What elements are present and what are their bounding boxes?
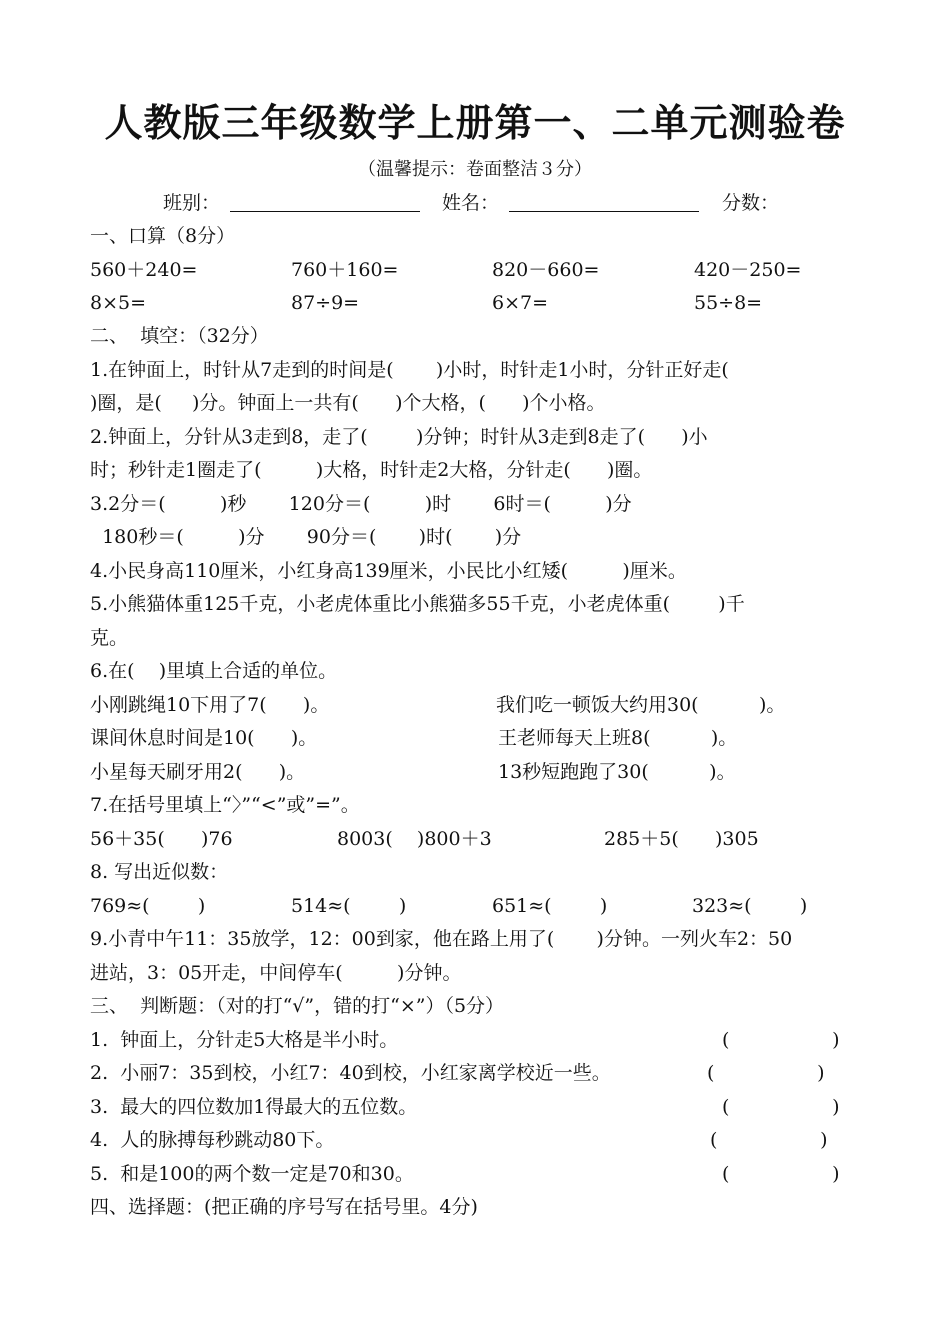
judge-item: 5. 和是100的两个数一定是70和30。 [90,1163,414,1185]
unit-item: 13秒短跑跑了30( )。 [498,761,736,783]
unit-item: 小刚跳绳10下用了7( )。 [90,694,330,716]
judge-answer: ( ) [710,1129,828,1151]
question-line: 6.在( )里填上合适的单位。 [90,660,338,682]
oral-item: 560＋240= [90,259,198,281]
name-blank [509,211,699,212]
approx-item: 514≈( ) [291,895,407,917]
question-line: 8. 写出近似数： [90,861,229,883]
question-line: 克。 [90,627,129,649]
exam-title: 人教版三年级数学上册第一、二单元测验卷 [104,101,846,145]
oral-item: 820－660= [492,259,600,281]
compare-item: 285＋5( )305 [604,828,759,850]
compare-item: 8003( )800＋3 [337,828,492,850]
oral-item: 420－250= [694,259,802,281]
question-line: 时；秒针走1圈走了( )大格，时针走2大格，分针走( )圈。 [90,459,653,481]
question-line: 4.小民身高110厘米，小红身高139厘米，小民比小红矮( )厘米。 [90,560,687,582]
oral-item: 87÷9= [291,292,360,314]
oral-item: 760＋160= [291,259,399,281]
question-line: 1.在钟面上，时针从7走到的时间是( )小时，时针走1小时，分针正好走( [90,359,729,381]
question-line: 5.小熊猫体重125千克，小老虎体重比小熊猫多55千克，小老虎体重( )千 [90,593,745,615]
oral-item: 6×7= [492,292,549,314]
judge-answer: ( ) [707,1062,825,1084]
unit-item: 我们吃一顿饭大约用30( )。 [496,694,786,716]
class-blank [230,211,420,212]
section3-heading: 三、 判断题：（对的打“√”，错的打“×”）（5分） [90,995,505,1017]
question-line: 2.钟面上，分针从3走到8，走了( )分钟；时针从3走到8走了( )小 [90,426,708,448]
unit-item: 王老师每天上班8( )。 [498,727,738,749]
approx-item: 323≈( ) [692,895,808,917]
oral-item: 8×5= [90,292,147,314]
judge-item: 3. 最大的四位数加1得最大的五位数。 [90,1096,418,1118]
question-line: )圈，是( )分。钟面上一共有( )个大格，( )个小格。 [90,392,606,414]
unit-item: 小星每天刷牙用2( )。 [90,761,306,783]
judge-item: 2. 小丽7：35到校，小红7：40到校，小红家离学校近一些。 [90,1062,611,1084]
name-label: 姓名： [442,192,500,214]
oral-item: 55÷8= [694,292,763,314]
question-line: 9.小青中午11：35放学，12：00到家，他在路上用了( )分钟。一列火车2：50 [90,928,793,950]
judge-answer: ( ) [722,1163,840,1185]
judge-item: 4. 人的脉搏每秒跳动80下。 [90,1129,335,1151]
question-line: 3.2分＝( )秒 120分＝( )时 6时＝( )分 [90,493,632,515]
judge-item: 1. 钟面上，分针走5大格是半小时。 [90,1029,399,1051]
score-label: 分数： [722,192,780,214]
question-line: 7.在括号里填上“〉”“<”或”=”。 [90,794,360,816]
unit-item: 课间休息时间是10( )。 [90,727,318,749]
question-line: 进站，3：05开走，中间停车( )分钟。 [90,962,462,984]
compare-item: 56＋35( )76 [90,828,233,850]
approx-item: 769≈( ) [90,895,206,917]
hint-text: （温馨提示：卷面整洁３分） [358,159,592,180]
section2-heading: 二、 填空：（32分） [90,325,269,347]
section4-heading: 四、选择题：(把正确的序号写在括号里。4分) [90,1196,478,1218]
question-line: 180秒＝( )分 90分＝( )时( )分 [90,526,522,548]
class-label: 班别： [163,192,221,214]
approx-item: 651≈( ) [492,895,608,917]
judge-answer: ( ) [722,1096,840,1118]
section1-heading: 一、口算（8分） [90,225,236,247]
judge-answer: ( ) [722,1029,840,1051]
